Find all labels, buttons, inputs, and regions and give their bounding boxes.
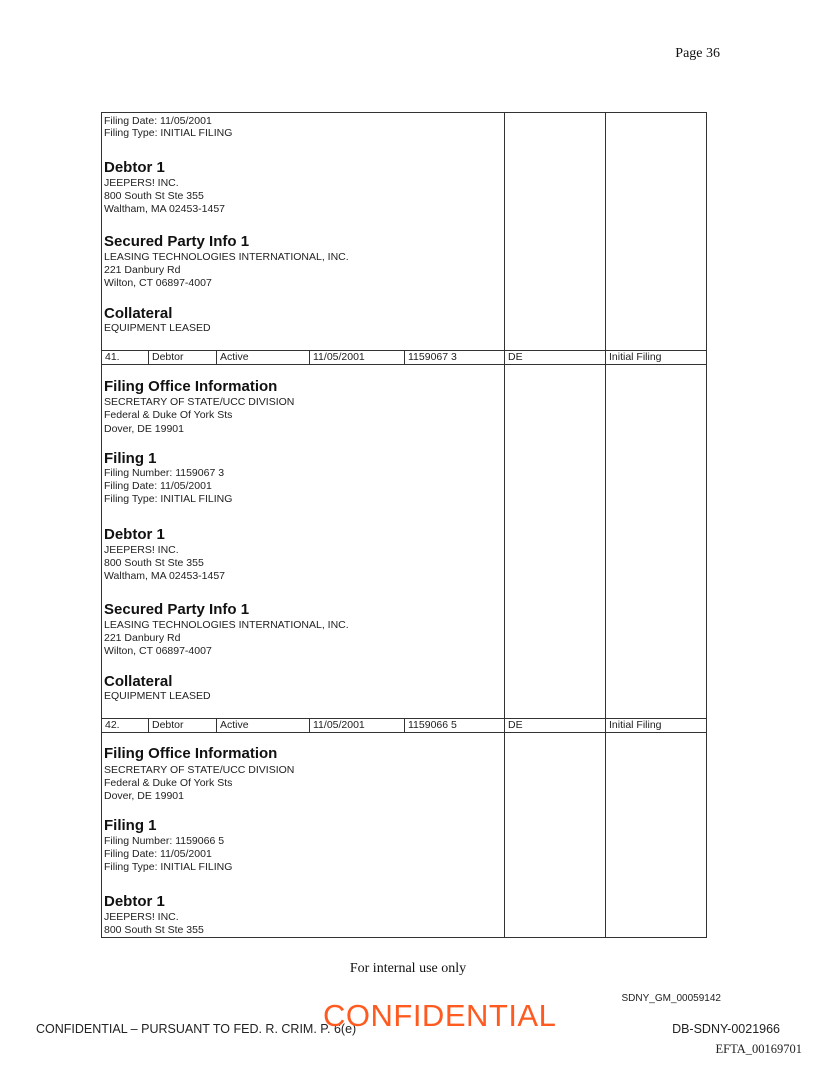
debtor-name: JEEPERS! INC.	[104, 544, 179, 556]
column-divider	[504, 113, 505, 937]
debtor-address-line1: 800 South St Ste 355	[104, 924, 204, 936]
filing-heading: Filing 1	[104, 817, 157, 834]
filing-office-address-line1: Federal & Duke Of York Sts	[104, 409, 233, 421]
filing-office-heading: Filing Office Information	[104, 378, 278, 395]
filing-number: 1159067 3	[408, 351, 457, 363]
column-divider	[605, 113, 606, 937]
filing-type-line: Filing Type: INITIAL FILING	[104, 493, 233, 505]
debtor-heading: Debtor 1	[104, 893, 165, 910]
filing-date-line: Filing Date: 11/05/2001	[104, 480, 212, 492]
confidentiality-notice: CONFIDENTIAL – PURSUANT TO FED. R. CRIM. P. 6(e)	[36, 1022, 357, 1036]
collateral-value: EQUIPMENT LEASED	[104, 322, 211, 334]
secured-party-address-line2: Wilton, CT 06897-4007	[104, 645, 212, 657]
page-number: Page 36	[675, 46, 720, 61]
internal-use-notice: For internal use only	[349, 961, 467, 976]
filing-type-line: Filing Type: INITIAL FILING	[104, 127, 233, 139]
bates-number-sdny: SDNY_GM_00059142	[621, 993, 721, 1004]
debtor-heading: Debtor 1	[104, 159, 165, 176]
row-divider	[102, 732, 706, 733]
filing-office-name: SECRETARY OF STATE/UCC DIVISION	[104, 396, 295, 408]
row-number: 42.	[105, 719, 120, 731]
filing-office-name: SECRETARY OF STATE/UCC DIVISION	[104, 764, 295, 776]
cell-divider	[148, 351, 149, 364]
collateral-heading: Collateral	[104, 305, 173, 322]
status: Active	[220, 719, 249, 731]
debtor-heading: Debtor 1	[104, 526, 165, 543]
cell-divider	[309, 719, 310, 732]
filing-kind: Initial Filing	[609, 351, 662, 363]
collateral-value: EQUIPMENT LEASED	[104, 690, 211, 702]
secured-party-address-line1: 221 Danbury Rd	[104, 632, 181, 644]
state: DE	[508, 351, 523, 363]
row-number: 41.	[105, 351, 120, 363]
status: Active	[220, 351, 249, 363]
row-divider	[102, 364, 706, 365]
debtor-name: JEEPERS! INC.	[104, 911, 179, 923]
bates-number-db: DB-SDNY-0021966	[672, 1022, 780, 1036]
filing-date-line: Filing Date: 11/05/2001	[104, 115, 212, 127]
secured-party-address-line2: Wilton, CT 06897-4007	[104, 277, 212, 289]
filing-date: 11/05/2001	[313, 351, 365, 363]
filing-number: 1159066 5	[408, 719, 457, 731]
bates-number-efta: EFTA_00169701	[715, 1042, 802, 1056]
cell-divider	[309, 351, 310, 364]
cell-divider	[216, 351, 217, 364]
secured-party-address-line1: 221 Danbury Rd	[104, 264, 181, 276]
filing-office-address-line1: Federal & Duke Of York Sts	[104, 777, 233, 789]
filing-number-line: Filing Number: 1159066 5	[104, 835, 225, 847]
debtor-address-line2: Waltham, MA 02453-1457	[104, 203, 226, 215]
filing-kind: Initial Filing	[609, 719, 662, 731]
filing-date: 11/05/2001	[313, 719, 365, 731]
cell-divider	[404, 351, 405, 364]
party-role: Debtor	[152, 719, 184, 731]
secured-party-heading: Secured Party Info 1	[104, 233, 250, 250]
confidential-stamp: CONFIDENTIAL	[323, 998, 557, 1033]
filing-office-heading: Filing Office Information	[104, 745, 278, 762]
debtor-address-line1: 800 South St Ste 355	[104, 557, 204, 569]
filing-type-line: Filing Type: INITIAL FILING	[104, 861, 233, 873]
debtor-address-line1: 800 South St Ste 355	[104, 190, 204, 202]
secured-party-heading: Secured Party Info 1	[104, 601, 250, 618]
state: DE	[508, 719, 523, 731]
cell-divider	[404, 719, 405, 732]
filing-office-address-line2: Dover, DE 19901	[104, 423, 184, 435]
collateral-heading: Collateral	[104, 673, 173, 690]
debtor-name: JEEPERS! INC.	[104, 177, 179, 189]
filing-office-address-line2: Dover, DE 19901	[104, 790, 184, 802]
debtor-address-line2: Waltham, MA 02453-1457	[104, 570, 226, 582]
secured-party-name: LEASING TECHNOLOGIES INTERNATIONAL, INC.	[104, 251, 349, 263]
party-role: Debtor	[152, 351, 184, 363]
filing-date-line: Filing Date: 11/05/2001	[104, 848, 212, 860]
cell-divider	[148, 719, 149, 732]
filing-heading: Filing 1	[104, 450, 157, 467]
cell-divider	[216, 719, 217, 732]
filing-number-line: Filing Number: 1159067 3	[104, 467, 225, 479]
secured-party-name: LEASING TECHNOLOGIES INTERNATIONAL, INC.	[104, 619, 349, 631]
